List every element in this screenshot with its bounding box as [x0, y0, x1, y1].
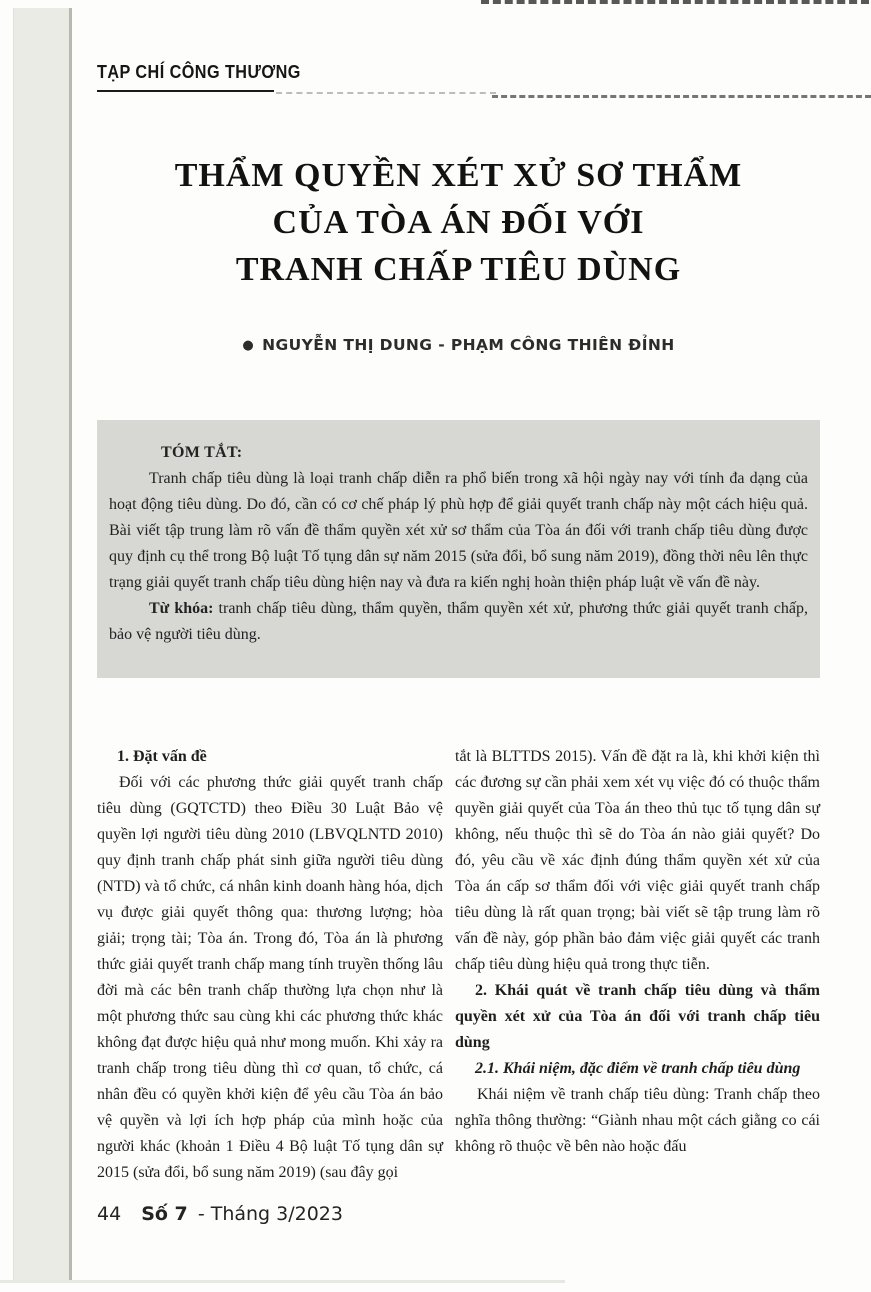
section-2-1-heading: 2.1. Khái niệm, đặc điểm về tranh chấp tiêu dùng [475, 1060, 801, 1077]
abstract-text: Tranh chấp tiêu dùng là loại tranh chấp diễn ra phổ biến trong xã hội ngày nay với tính đa dạng của hoạt động tiêu dùng. Do đó, cần có cơ chế pháp lý phù hợp để giải quyết tranh chấp này một cách hiệu quả. Bài viết tập trung làm rõ vấn đề thẩm quyền xét xử sơ thẩm của Tòa án đối với tranh chấp tiêu dùng được quy định cụ thể trong Bộ luật Tố tụng dân sự năm 2015 (sửa đổi, bổ sung năm 2019), đồng thời nêu lên thực trạng giải quyết tranh chấp tiêu dùng hiện nay và đưa ra kiến nghị hoàn thiện pháp luật về vấn đề này. [109, 470, 808, 591]
scan-artifact-rule-dark [492, 95, 871, 98]
body-columns [97, 744, 820, 1186]
article-title [97, 152, 820, 293]
issue-date: - Tháng 3/2023 [197, 1203, 343, 1225]
scan-artifact-rule-light [276, 92, 496, 94]
journal-masthead: TẠP CHÍ CÔNG THƯƠNG [97, 62, 301, 82]
scan-bottom-shadow [0, 1280, 565, 1283]
title-line-3: TRANH CHẤP TIÊU DÙNG [235, 251, 682, 288]
title-line-1: THẨM QUYỀN XÉT XỬ SƠ THẨM [174, 157, 743, 194]
scan-artifact-top [481, 0, 869, 4]
page-footer [97, 1203, 343, 1225]
section-1-paragraph: Đối với các phương thức giải quyết tranh chấp tiêu dùng (GQTCTD) theo Điều 30 Luật Bảo vệ quyền lợi người tiêu dùng 2010 (LBVQLNTD 2010) quy định tranh chấp phát sinh giữa người tiêu dùng (NTD) và tổ chức, cá nhân kinh doanh hàng hóa, dịch vụ được giải quyết thông qua: thương lượng; hòa giải; trọng tài; Tòa án. Trong đó, Tòa án là phương thức giải quyết tranh chấp mang tính truyền thống lâu đời mà các bên tranh chấp thường lựa chọn như là một phương thức sau cùng khi các phương thức khác không đạt được hiệu quả như mong muốn. Khi xảy ra tranh chấp trong tiêu dùng thì cơ quan, tổ chức, cá nhân đều có quyền khởi kiện để yêu cầu Tòa án bảo vệ quyền và lợi ích hợp pháp của mình hoặc của người khác (khoản 1 Điều 4 Bộ luật Tố tụng dân sự 2015 (sửa đổi, bổ sung năm 2019) (sau đây gọi [97, 774, 443, 1181]
section-2-heading: 2. Khái quát về tranh chấp tiêu dùng và thẩm quyền xét xử của Tòa án đối với tranh chấp tiêu dùng [455, 982, 820, 1051]
left-column [97, 744, 443, 1186]
issue-label: Số 7 [141, 1203, 188, 1225]
scan-edge-strip [13, 8, 72, 1280]
section-1-paragraph-continued: tắt là BLTTDS 2015). Vấn đề đặt ra là, khi khởi kiện thì các đương sự cần phải xem xét vụ việc đó có thuộc thẩm quyền giải quyết của Tòa án theo thủ tục tố tụng dân sự không, nếu thuộc thì sẽ do Tòa án nào giải quyết? Do đó, yêu cầu về xác định đúng thẩm quyền xét xử của Tòa án cấp sơ thẩm đối với việc giải quyết tranh chấp tiêu dùng là rất quan trọng; bài viết sẽ tập trung làm rõ vấn đề này, góp phần bảo đảm việc giải quyết các tranh chấp tiêu dùng hiệu quả trong thực tiễn. [455, 748, 820, 973]
author-bullet-icon: ● [242, 338, 255, 353]
page-number: 44 [97, 1203, 122, 1225]
title-line-2: CỦA TÒA ÁN ĐỐI VỚI [272, 204, 645, 241]
section-2-1-paragraph: Khái niệm về tranh chấp tiêu dùng: Tranh chấp theo nghĩa thông thường: “Giành nhau một cách giằng co cái không rõ thuộc về bên nào hoặc đấu [455, 1086, 820, 1155]
keywords-label: Từ khóa: [149, 600, 214, 617]
abstract-keywords [109, 596, 808, 648]
masthead-rule [97, 90, 274, 92]
abstract-heading: TÓM TẮT: [161, 444, 243, 461]
keywords-text: tranh chấp tiêu dùng, thẩm quyền, thẩm quyền xét xử, phương thức giải quyết tranh chấp, bảo vệ người tiêu dùng. [109, 600, 808, 643]
abstract-box [97, 420, 820, 678]
author-names: NGUYỄN THỊ DUNG - PHẠM CÔNG THIÊN ĐỈNH [262, 336, 675, 354]
section-1-heading: 1. Đặt vấn đề [117, 748, 207, 765]
authors-line [97, 336, 820, 354]
right-column [455, 744, 820, 1186]
